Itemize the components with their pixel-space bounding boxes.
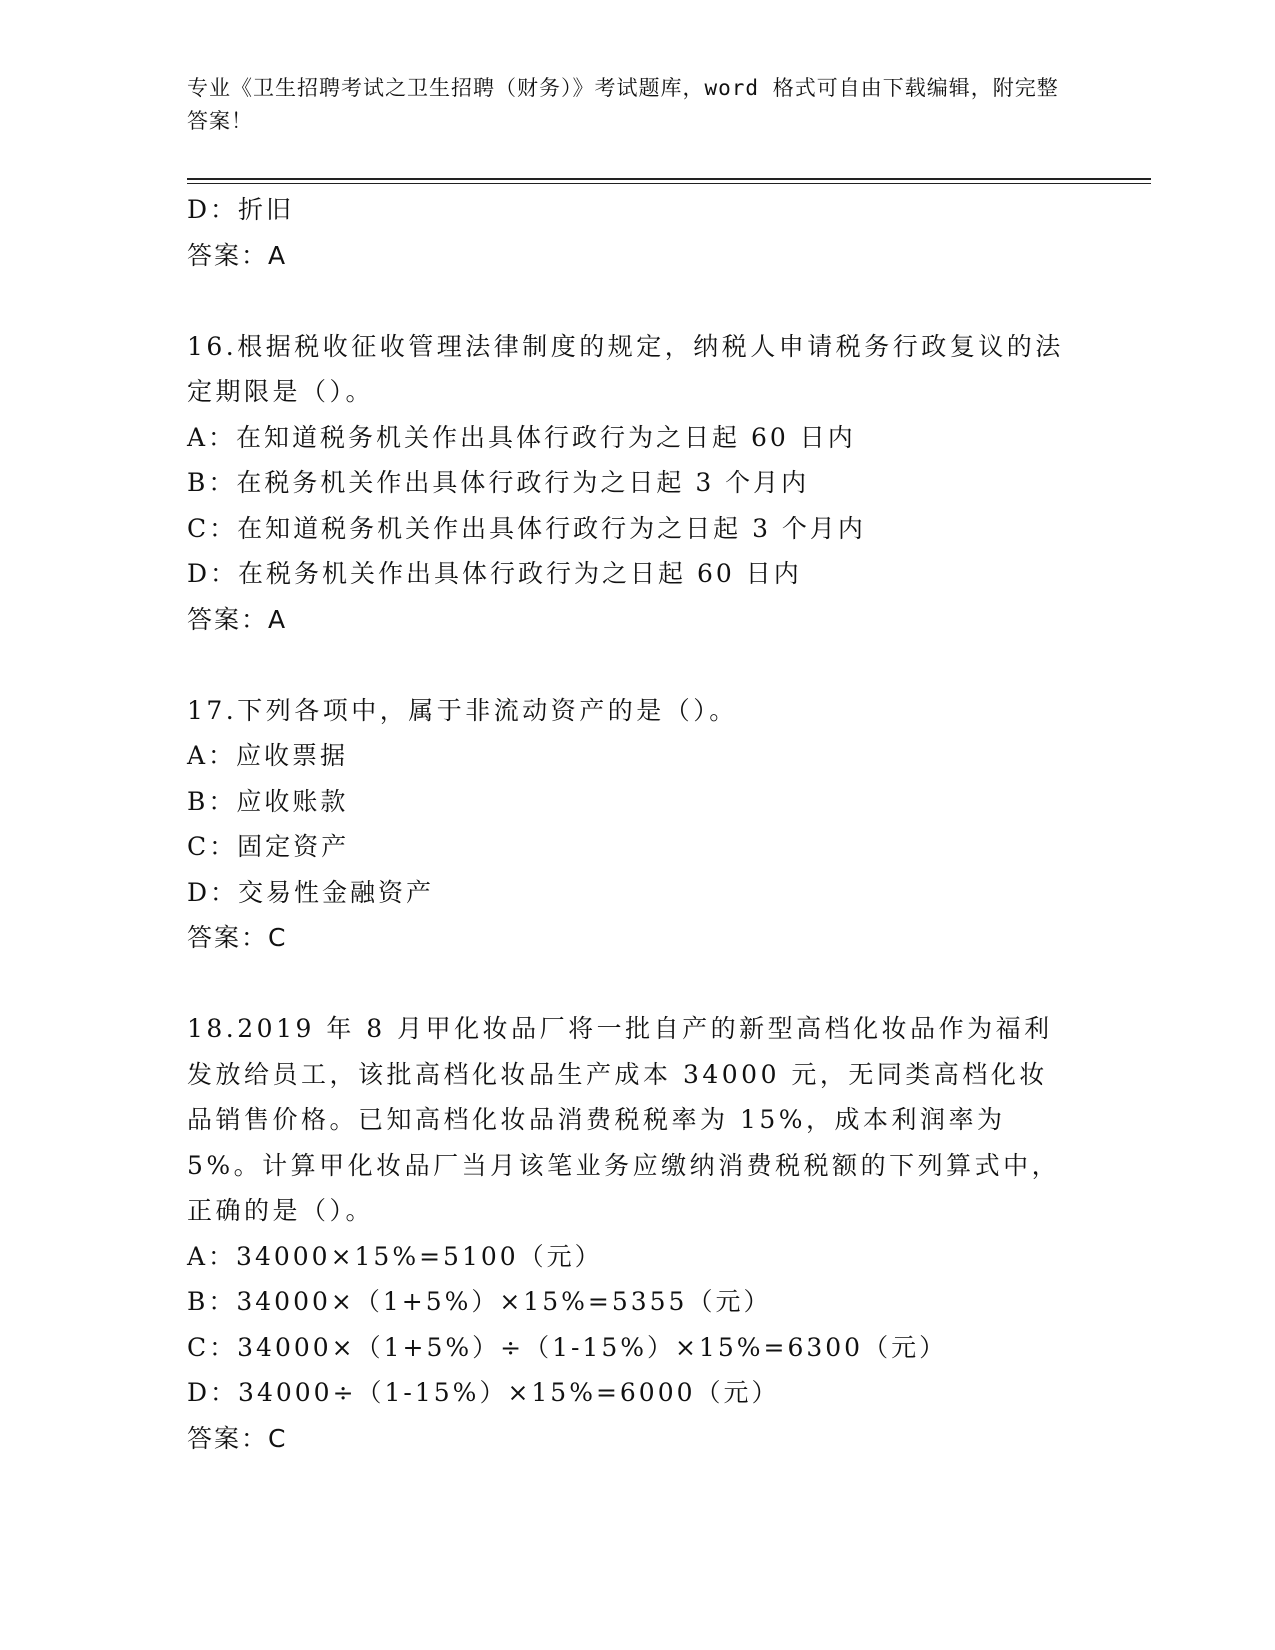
header-divider-thin	[187, 183, 1151, 184]
question-17	[187, 688, 1087, 961]
option-a: A：34000×15%=5100（元）	[187, 1241, 603, 1271]
answer-line: 答案：C	[187, 923, 288, 952]
question-16	[187, 324, 1087, 643]
answer-line: 答案：A	[187, 604, 288, 634]
option-b: B：应收账款	[187, 786, 349, 816]
answer-line: 答案：A	[187, 240, 288, 270]
spacer	[187, 961, 1087, 1007]
header-divider-thick	[187, 178, 1151, 180]
question-text: 18.2019 年 8 月甲化妆品厂将一批自产的新型高档化妆品作为福利发放给员工，该批高档化妆品生产成本 34000 元，无同类高档化妆品销售价格。已知高档化妆品消费税税率为 15%，成本利润率为 5%。计算甲化妆品厂当月该笔业务应缴纳消费税税额的下列算式中，正确的是（）。	[187, 1014, 1061, 1225]
option-a: A：在知道税务机关作出具体行政行为之日起 60 日内	[187, 422, 856, 452]
option-a: A：应收票据	[187, 741, 349, 770]
option-c: C：在知道税务机关作出具体行政行为之日起 3 个月内	[187, 513, 866, 543]
option-b: B：在税务机关作出具体行政行为之日起 3 个月内	[187, 468, 810, 497]
option-c: C：固定资产	[187, 832, 350, 861]
option-d: D：34000÷（1-15%）×15%=6000（元）	[187, 1378, 780, 1407]
previous-question-tail	[187, 187, 1087, 278]
spacer	[187, 278, 1087, 324]
question-18	[187, 1006, 1087, 1461]
question-text: 17.下列各项中，属于非流动资产的是（）。	[187, 695, 738, 725]
question-text: 16.根据税收征收管理法律制度的规定，纳税人申请税务行政复议的法定期限是（）。	[187, 331, 1064, 406]
option-c: C：34000×（1+5%）÷（1-15%）×15%=6300（元）	[187, 1332, 948, 1362]
answer-line: 答案：C	[187, 1423, 288, 1453]
document-header	[187, 72, 1067, 138]
question-list	[187, 187, 1087, 1461]
option-d: D：在税务机关作出具体行政行为之日起 60 日内	[187, 559, 802, 588]
option-d: D：折旧	[187, 195, 295, 224]
spacer	[187, 642, 1087, 688]
option-b: B：34000×（1+5%）×15%=5355（元）	[187, 1287, 772, 1316]
option-d: D：交易性金融资产	[187, 877, 435, 907]
header-intro-text: 专业《卫生招聘考试之卫生招聘（财务）》考试题库，word 格式可自由下载编辑，附完整答案！	[187, 76, 1059, 133]
